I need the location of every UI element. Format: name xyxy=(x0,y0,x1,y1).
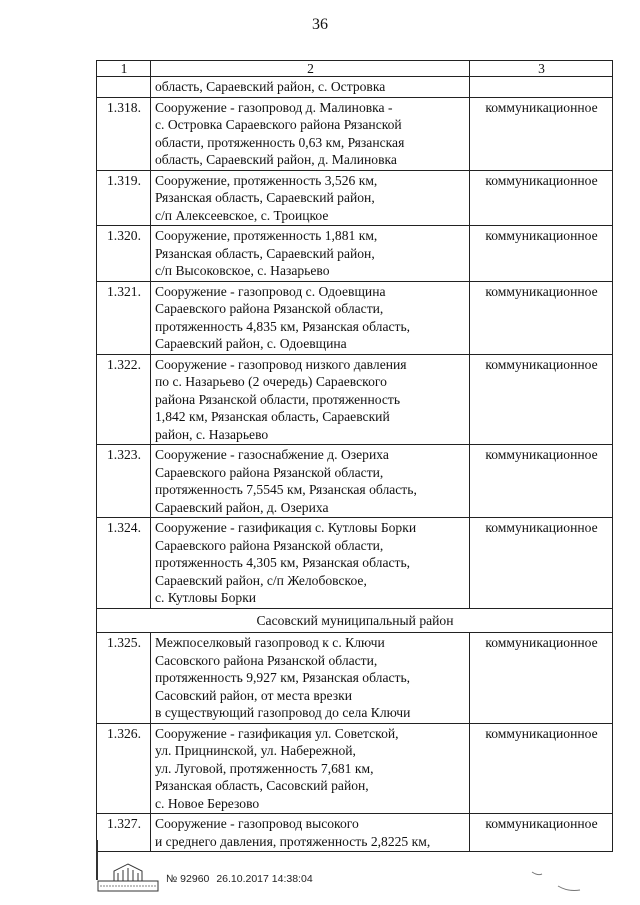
column-header-1: 1 xyxy=(97,61,151,77)
table-row xyxy=(97,170,613,226)
scan-artifact-mark xyxy=(528,868,588,898)
row-description-cell: Сооружение - газоснабжение д. Озериха Сараевского района Рязанской области, протяженность 7,5545 км, Рязанская область, Сараевский район, д. Озериха xyxy=(151,445,470,518)
document-number: № 92960 xyxy=(166,873,210,885)
row-number-cell: 1.327. xyxy=(97,814,151,852)
row-category-cell: коммуникационное xyxy=(470,723,613,814)
row-number-cell: 1.319. xyxy=(97,170,151,226)
row-category-cell: коммуникационное xyxy=(470,170,613,226)
continuation-row xyxy=(97,77,613,98)
row-number-cell: 1.321. xyxy=(97,281,151,354)
table-row xyxy=(97,226,613,282)
row-number-cell: 1.323. xyxy=(97,445,151,518)
table-row xyxy=(97,97,613,170)
table-header-row xyxy=(97,61,613,77)
table-row xyxy=(97,445,613,518)
row-description-cell: Сооружение - газификация с. Кутловы Борки Сараевского района Рязанской области, протяженность 4,305 км, Рязанская область, Сараевский район, с/п Желобовское, с. Кутловы Борки xyxy=(151,518,470,609)
row-category-cell: коммуникационное xyxy=(470,281,613,354)
row-description-cell: Сооружение - газопровод д. Малиновка - с. Островка Сараевского района Рязанской области, протяженность 0,63 км, Рязанская область, Сараевский район, д. Малиновка xyxy=(151,97,470,170)
continuation-desc-cell: область, Сараевский район, с. Островка xyxy=(151,77,470,98)
row-category-cell: коммуникационное xyxy=(470,354,613,445)
table-row xyxy=(97,354,613,445)
row-number-cell: 1.325. xyxy=(97,633,151,724)
continuation-num-cell xyxy=(97,77,151,98)
row-description-cell: Сооружение, протяженность 3,526 км, Рязанская область, Сараевский район, с/п Алексеевское, с. Троицкое xyxy=(151,170,470,226)
row-category-cell: коммуникационное xyxy=(470,518,613,609)
row-description-cell: Сооружение - газификация ул. Советской, ул. Прицнинской, ул. Набережной, ул. Луговой, протяженность 7,681 км, Рязанская область, Сасовский район, с. Новое Березово xyxy=(151,723,470,814)
row-description-cell: Сооружение, протяженность 1,881 км, Рязанская область, Сараевский район, с/п Высоковское, с. Назарьево xyxy=(151,226,470,282)
column-header-2: 2 xyxy=(151,61,470,77)
row-number-cell: 1.322. xyxy=(97,354,151,445)
registry-stamp-text xyxy=(166,873,317,885)
registry-table xyxy=(96,60,613,852)
row-number-cell: 1.320. xyxy=(97,226,151,282)
row-number-cell: 1.318. xyxy=(97,97,151,170)
table-row xyxy=(97,723,613,814)
section-header-row xyxy=(97,608,613,633)
row-description-cell: Сооружение - газопровод низкого давления по с. Назарьево (2 очередь) Сараевского района Рязанской области, протяженность 1,842 км, Рязанская область, Сараевский район, с. Назарьево xyxy=(151,354,470,445)
column-header-3: 3 xyxy=(470,61,613,77)
table-row xyxy=(97,814,613,852)
table-row xyxy=(97,281,613,354)
row-category-cell: коммуникационное xyxy=(470,226,613,282)
page-number: 36 xyxy=(312,16,328,33)
table-row xyxy=(97,633,613,724)
row-category-cell: коммуникационное xyxy=(470,814,613,852)
registry-stamp-logo xyxy=(96,861,160,893)
row-category-cell: коммуникационное xyxy=(470,633,613,724)
row-category-cell: коммуникационное xyxy=(470,97,613,170)
section-title: Сасовский муниципальный район xyxy=(97,608,613,633)
row-description-cell: Сооружение - газопровод с. Одоевщина Сараевского района Рязанской области, протяженность 4,835 км, Рязанская область, Сараевский район, с. Одоевщина xyxy=(151,281,470,354)
row-number-cell: 1.326. xyxy=(97,723,151,814)
document-timestamp: 26.10.2017 14:38:04 xyxy=(216,873,313,885)
row-description-cell: Межпоселковый газопровод к с. Ключи Сасовского района Рязанской области, протяженность 9,927 км, Рязанская область, Сасовский район, от места врезки в существующий газопровод до села Ключи xyxy=(151,633,470,724)
table-row xyxy=(97,518,613,609)
row-category-cell: коммуникационное xyxy=(470,445,613,518)
continuation-cat-cell xyxy=(470,77,613,98)
row-number-cell: 1.324. xyxy=(97,518,151,609)
row-description-cell: Сооружение - газопровод высокого и среднего давления, протяженность 2,8225 км, xyxy=(151,814,470,852)
